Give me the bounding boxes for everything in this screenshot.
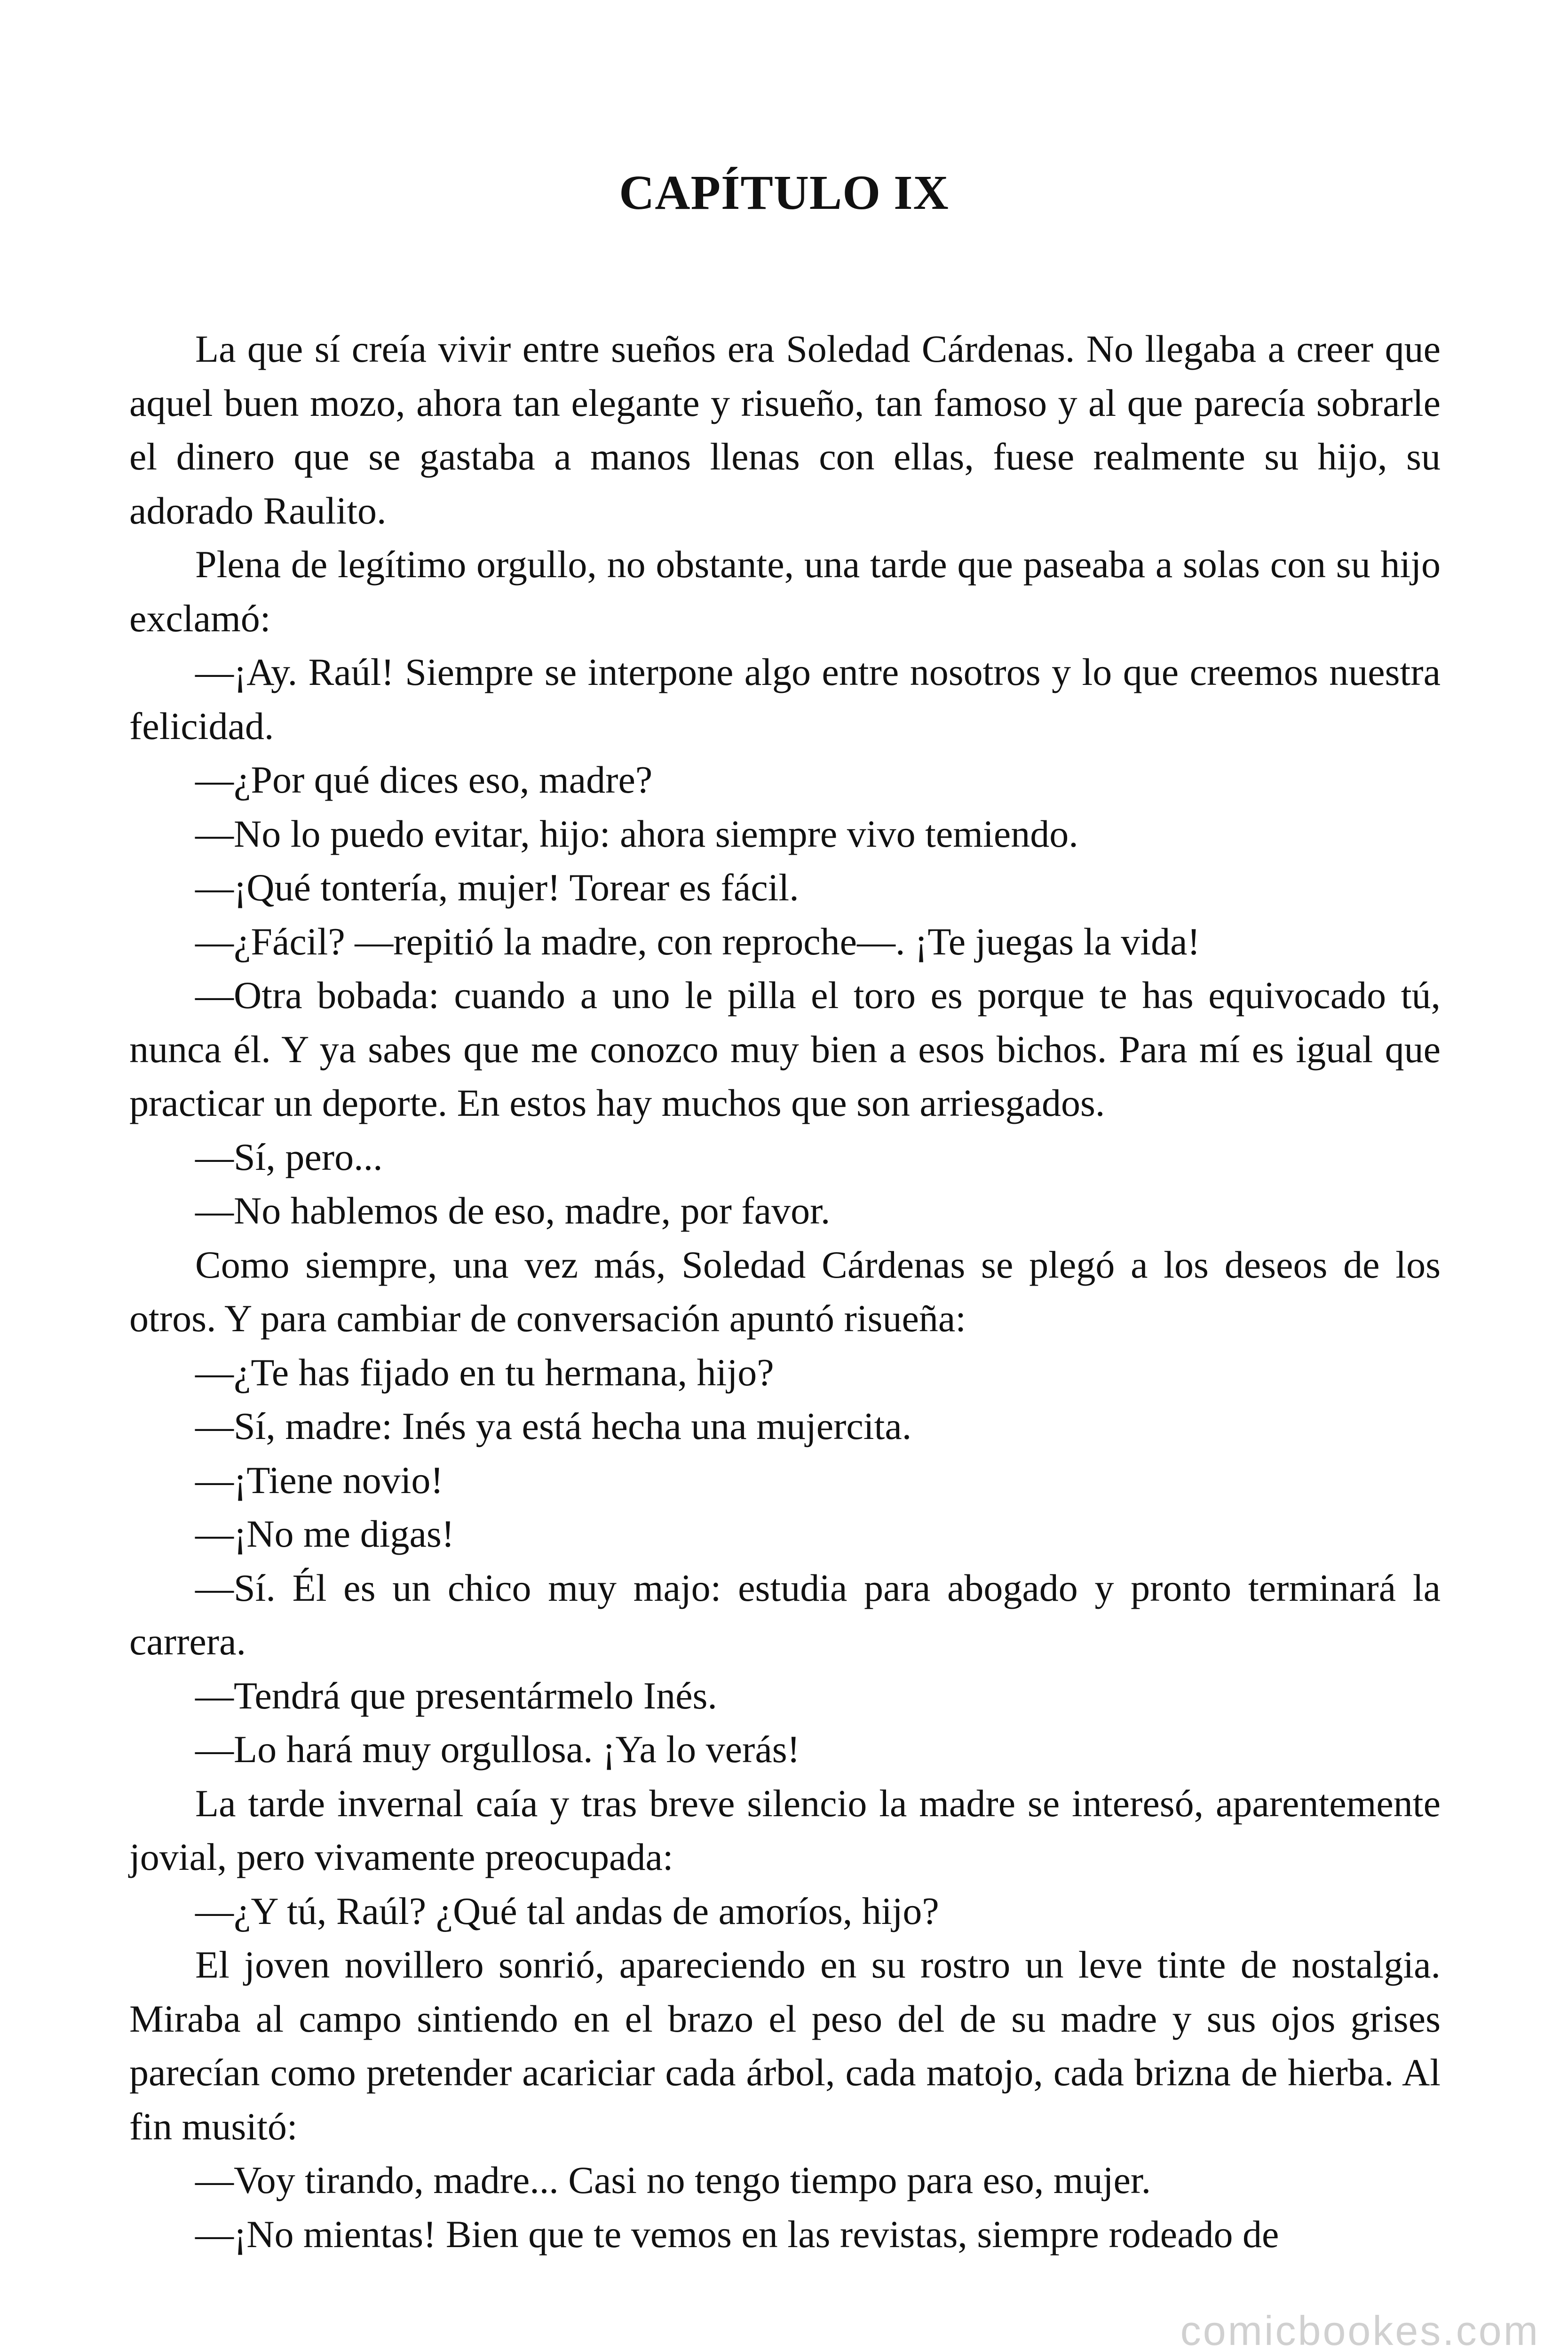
paragraph: —Sí, pero... [195, 1135, 383, 1178]
paragraph: La tarde invernal caía y tras breve silencio la madre se interesó, aparentemente jovial, pero vivamente preocupada: [129, 1781, 1441, 1878]
paragraph: —¿Y tú, Raúl? ¿Qué tal andas de amoríos, hijo? [195, 1889, 939, 1932]
chapter-title: CAPÍTULO IX [619, 166, 949, 220]
paragraph: —¿Fácil? —repitió la madre, con reproche—. ¡Te juegas la vida! [195, 920, 1200, 963]
paragraph: —Sí, madre: Inés ya está hecha una mujercita. [195, 1405, 912, 1447]
paragraph: —¡Tiene novio! [195, 1458, 443, 1502]
paragraph: —¿Te has fijado en tu hermana, hijo? [195, 1351, 774, 1394]
watermark: comicbookes.com [1180, 2307, 1540, 2352]
paragraph: —No hablemos de eso, madre, por favor. [195, 1189, 831, 1232]
paragraph: —No lo puedo evitar, hijo: ahora siempre vivo temiendo. [195, 812, 1078, 855]
paragraph: El joven novillero sonrió, apareciendo en su rostro un leve tinte de nostalgia. Miraba al campo sintiendo en el brazo el peso del de su madre y sus ojos grises parecían como pretender acariciar cada árbol, cada matojo, cada brizna de hierba. Al fin musitó: [129, 1943, 1441, 2148]
paragraph: —Otra bobada: cuando a uno le pilla el toro es porque te has equivocado tú, nunca él. Y ya sabes que me conozco muy bien a esos bichos. Para mí es igual que practicar un deporte. En estos hay muchos que son arriesgados. [129, 974, 1441, 1124]
paragraph: Como siempre, una vez más, Soledad Cárdenas se plegó a los deseos de los otros. Y para cambiar de conversación apuntó risueña: [129, 1243, 1441, 1340]
paragraph: —Voy tirando, madre... Casi no tengo tiempo para eso, mujer. [195, 2159, 1151, 2201]
paragraph: —¡Ay. Raúl! Siempre se interpone algo entre nosotros y lo que creemos nuestra felicidad. [129, 651, 1441, 747]
paragraph: —¡No mientas! Bien que te vemos en las revistas, siempre rodeado de [195, 2212, 1279, 2256]
paragraph: —¡No me digas! [195, 1512, 455, 1555]
paragraph: Plena de legítimo orgullo, no obstante, una tarde que paseaba a solas con su hijo exclamó: [129, 543, 1441, 640]
paragraph: —¡Qué tontería, mujer! Torear es fácil. [195, 866, 799, 909]
paragraph: —Sí. Él es un chico muy majo: estudia para abogado y pronto terminará la carrera. [129, 1566, 1441, 1663]
paragraph: —Lo hará muy orgullosa. ¡Ya lo verás! [195, 1728, 800, 1771]
chapter-body [129, 322, 1441, 2261]
paragraph: —¿Por qué dices eso, madre? [195, 758, 653, 801]
paragraph: —Tendrá que presentármelo Inés. [195, 1674, 717, 1717]
paragraph: La que sí creía vivir entre sueños era Soledad Cárdenas. No llegaba a creer que aquel buen mozo, ahora tan elegante y risueño, tan famoso y al que parecía sobrarle el dinero que se gastaba a manos llenas con ellas, fuese realmente su hijo, su adorado Raulito. [129, 327, 1441, 532]
